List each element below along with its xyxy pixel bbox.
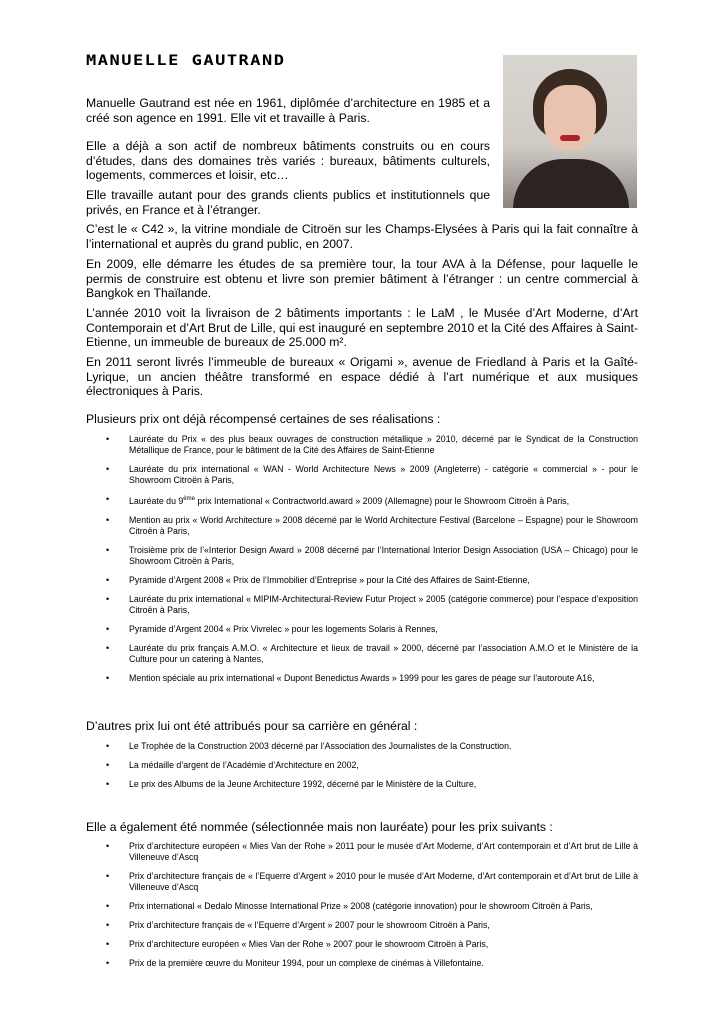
- list-item: • Prix d’architecture français de « l’Equerre d’Argent » 2010 pour le musée d’Art Moderne, d’Art contemporain et d’Art brut de Lille à Villeneuve d’Ascq: [86, 871, 638, 893]
- career-list: [86, 741, 638, 798]
- bio-paragraph: L’année 2010 voit la livraison de 2 bâtiments importants : le LaM , le Musée d’Art Moderne, d’Art Contemporain et d’Art Brut de Lille, qui est inauguré en septembre 2010 et la Cité des Affaires à Saint-Etienne, un immeuble de bureaux de 25.000 m².: [86, 306, 638, 349]
- prizes-list: [86, 434, 638, 692]
- list-item: • Pyramide d’Argent 2008 « Prix de l’Immobilier d’Entreprise » pour la Cité des Affaires de Saint-Etienne,: [86, 575, 638, 586]
- list-item: • Prix d’architecture européen « Mies Van der Rohe » 2007 pour le showroom Citroën à Paris,: [86, 939, 638, 950]
- list-item: • Lauréate du prix international « WAN - World Architecture News » 2009 (Angleterre) - catégorie « commercial » - pour le Showroom Citroën à Paris,: [86, 464, 638, 486]
- bio-paragraph: Manuelle Gautrand est née en 1961, diplômée d’architecture en 1985 et a créé son agence en 1991. Elle vit et travaille à Paris.: [86, 96, 490, 125]
- bio-paragraph: En 2009, elle démarre les études de sa première tour, la tour AVA à la Défense, pour laquelle le permis de construire est obtenu et livre son premier bâtiment à l’étranger : un centre commercial à Bangkok en Thaïlande.: [86, 257, 638, 300]
- list-item: • Troisième prix de l’«Interior Design Award » 2008 décerné par l’International Interior Design Association (USA – Chicago) pour le Showroom Citroën à Paris,: [86, 545, 638, 567]
- page-title: MANUELLE GAUTRAND: [86, 52, 286, 69]
- list-item: • Lauréate du Prix « des plus beaux ouvrages de construction métallique » 2010, décerné par le Syndicat de la Construction Métallique de France, pour le bâtiment de la Cité des Affaires de Saint-Etienne: [86, 434, 638, 456]
- list-item: • Mention au prix « World Architecture » 2008 décerné par le World Architecture Festival (Barcelone – Espagne) pour le Showroom Citroën à Paris,: [86, 515, 638, 537]
- list-item: • La médaille d’argent de l’Académie d’Architecture en 2002,: [86, 760, 638, 771]
- list-item: • Prix de la première œuvre du Moniteur 1994, pour un complexe de cinémas à Villefontaine.: [86, 958, 638, 969]
- bio-paragraph: Elle a déjà a son actif de nombreux bâtiments construits ou en cours d’études, dans des domaines très variés : bureaux, bâtiments culturels, logements, commerces et loisir, etc…: [86, 139, 490, 182]
- list-item: • Lauréate du prix français A.M.O. « Architecture et lieux de travail » 2000, décerné par l’association A.M.O et le Ministère de la Culture pour un catering à Nantes,: [86, 643, 638, 665]
- list-item: • Prix d’architecture français de « l’Equerre d’Argent » 2007 pour le showroom Citroën à Paris,: [86, 920, 638, 931]
- bio-paragraph: C’est le « C42 », la vitrine mondiale de Citroën sur les Champs-Elysées à Paris qui la fait connaître à l’international et auprès du grand public, en 2007.: [86, 222, 638, 251]
- section-heading-career: D’autres prix lui ont été attribués pour sa carrière en général :: [86, 719, 418, 733]
- section-heading-nominations: Elle a également été nommée (sélectionnée mais non lauréate) pour les prix suivants :: [86, 820, 553, 834]
- bio-paragraph: En 2011 seront livrés l’immeuble de bureaux « Origami », avenue de Friedland à Paris et la Gaîté-Lyrique, un ancien théâtre transformé en espace dédié à l’art numérique et aux musiques électroniques à Paris.: [86, 355, 638, 398]
- list-item: • Le Trophée de la Construction 2003 décerné par l’Association des Journalistes de la Construction.: [86, 741, 638, 752]
- list-item: • Pyramide d’Argent 2004 « Prix Vivrelec » pour les logements Solaris à Rennes,: [86, 624, 638, 635]
- section-heading-prizes: Plusieurs prix ont déjà récompensé certaines de ses réalisations :: [86, 412, 441, 426]
- nominations-list: [86, 841, 638, 977]
- list-item: • Lauréate du 9ème prix International « Contractworld.award » 2009 (Allemagne) pour le Showroom Citroën à Paris,: [86, 494, 638, 507]
- list-item: • Mention spéciale au prix international « Dupont Benedictus Awards » 1999 pour les gares de péage sur l’autoroute A16,: [86, 673, 638, 684]
- portrait-photo: [503, 55, 637, 208]
- list-item: • Le prix des Albums de la Jeune Architecture 1992, décerné par le Ministère de la Culture,: [86, 779, 638, 790]
- bio-paragraph: Elle travaille autant pour des grands clients publics et institutionnels que privés, en France et à l’étranger.: [86, 188, 490, 217]
- list-item: • Prix d’architecture européen « Mies Van der Rohe » 2011 pour le musée d’Art Moderne, d’Art contemporain et d’Art brut de Lille à Villeneuve d’Ascq: [86, 841, 638, 863]
- list-item: • Lauréate du prix international « MIPIM-Architectural-Review Futur Project » 2005 (catégorie commerce) pour l’espace d’exposition Citroën à Paris,: [86, 594, 638, 616]
- list-item: • Prix international « Dedalo Minosse International Prize » 2008 (catégorie innovation) pour le showroom Citroën à Paris,: [86, 901, 638, 912]
